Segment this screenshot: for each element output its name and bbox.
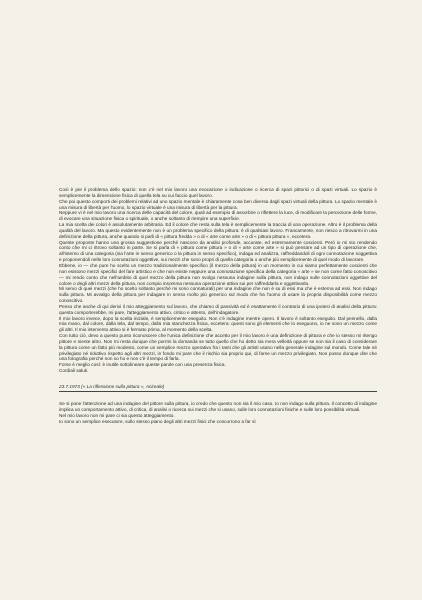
paragraph: Cordiali saluti.	[59, 368, 89, 374]
paragraph: Io sono un semplice esecutore, sullo stesso piano degli altri mezzi fisici che concorrono a far sì	[59, 418, 256, 424]
paragraph: Forse è meglio così: è inutile sottolineare queste parole con una presenza fisica.	[59, 362, 226, 368]
paragraph: Nel mio lavoro non mi pare ci sia questo atteggiamento.	[59, 412, 175, 418]
paragraph: Così è per il problema dello spazio: non c'è nel mio lavoro una evocazione o indicazione o ricerca di spazi pittorici o di spazi virtuali. Lo spazio è semplicemente la dimensione fisica di quella tela su cui faccio quel lavoro.	[59, 187, 377, 198]
paragraph: La mia scelta dei colori è assolutamente arbitraria. Ed il colore che resta sulla tela è semplicemente la traccia di una operazione. Altro è il problema della qualità del lavoro. Ma questo evidentemente non è un problema specifico della pittura: è di qualsiasi lavoro. Francamente, non riesco a ritrovarmi in una definizione della pittura, anche quando si parli di « pittura fredda » o di « arte come arte » o di « pittura pittura », eccetera.	[59, 222, 377, 239]
dateline-heading: 23.7.1973 (« La riflessione sulla pittura », Acireale)	[59, 384, 377, 392]
paragraph: Il mio lavoro invece, dopo la scelta iniziale, è semplicemente eseguito. Non c'è indagine mentre opero. Il lavoro è soltanto eseguito. Dal pennello, dalla mia mano, dal colore, dalla tela, dal tempo, dalla mia stanchezza fisica, eccetera: questi sono gli elementi che lo eseguono, io ne sono un mezzo come gli altri. Il mio intervento attivo si è fermato prima, al momento della scelta.	[59, 315, 377, 333]
text-column	[59, 187, 377, 424]
paragraph: Con tutto ciò, devo a questo punto riconoscere che l'unica definizione che accetto per il mio lavoro è una definizione di pittura e che io stesso mi ritengo pittore e niente altro. Non mi resta dunque che porrmi la domanda se tutto quello che ho detto sia mera velleità oppure se non sia il caso di considerare la pittura come un fatto più modesto, come un semplice mezzo operativo fra i tanti che gli artisti usano nella generale indagine sul mondo. Come tale né privilegiato né riduttivo rispetto agli altri mezzi, in fondo mi pare che il rischio sia proprio qui, di farne un mezzo privilegiato. Non posso dunque dire che una fotografia perché non so ho e non c'è il tempo di farla.	[59, 333, 377, 362]
paragraph: Penso che anche di qui derivi il mio atteggiamento sul lavoro, che chiamo di passività ed è esattamente il contrario di una ipotesi di analisi della pittura: questa comporterebbe, mi pare, l'atteggiamento attivo, critico e attento, dell'indagatore.	[59, 303, 377, 315]
paragraph: Se si pone l'attenzione ad una indagine del pittore sulla pittura, io credo che questo non sia il mio caso. Io non indago sulla pittura. Il concetto di indagine implica un comportamento attivo, di critica, di analisi o ricerca sui mezzi che si usano, sulle loro connotazioni fisiche e sulle loro possibilità virtuali.	[59, 401, 377, 412]
paragraph: Queste proposte hanno una grossa suggestione perché nascono da analisi profonde, accurate, ed estremamente coscienti. Però io mi sto rendendo conto che mi ci ritrovo soltanto in parte. Se si parla di « pittura come pittura » o di « arte come arte » si può pensare ad un tipo di operazione che, all'interno di una categoria (sia l'arte in senso generico o la pittura in senso specifico), indaga ed analizza, raffreddandoli di ogni connotazione soggettiva e proponendoli nelle loro connotazioni oggettive, sui mezzi che sono propri di quella categoria o anche più semplicemente di quel modo di lavorare.	[59, 239, 377, 263]
paragraph: Neppure vi è nel mio lavoro una ricerca delle capacità del colore, quali ad esempio di assorbire o riflettere la luce, di modificare la percezione delle forme, di evocare una situazione fisica o spirituale, o anche soltanto di riempire una superficie.	[59, 210, 377, 222]
paragraph: Mi servo di quei mezzi (che ho scelto soltanto perché mi sono connaturali) per una indagine che non è su di essi ma che è esterna ad essi. Non indago sulla pittura. Mi avvalgo della pittura per indagare in senso molto più generico sul modo che ha l'uomo di usare la propria disponibilità come mezzo conoscitivo.	[59, 286, 377, 304]
paragraph: Che poi questo comporti dei problemi relativi ad uno spazio mentale è chiaramente cosa ben diversa dagli spazi virtuali della pittura. Lo spazio mentale è una misura di libertà per l'uomo, lo spazio virtuale è una misura di libertà per la pittura.	[59, 198, 377, 210]
paragraph: Ebbene, io — che pure ho scelto un mezzo tradizionalmente specifico (il mezzo della pittura) in un momento in cui siamo perfettamente coscienti che non esistono mezzi specifici del fare artistico e che non esiste neppure una connotazione specifica della categoria « arte » se non come fatto conoscitivo — mi rendo conto che nell'ambito di quel mezzo della pittura non svolgo nessuna indagine sulla pittura, non indago sulle connotazioni oggettive del colore o degli altri mezzi della pittura, non compio insomma nessuna operazione attiva sui per raffreddarla e oggettivarla.	[59, 262, 377, 286]
